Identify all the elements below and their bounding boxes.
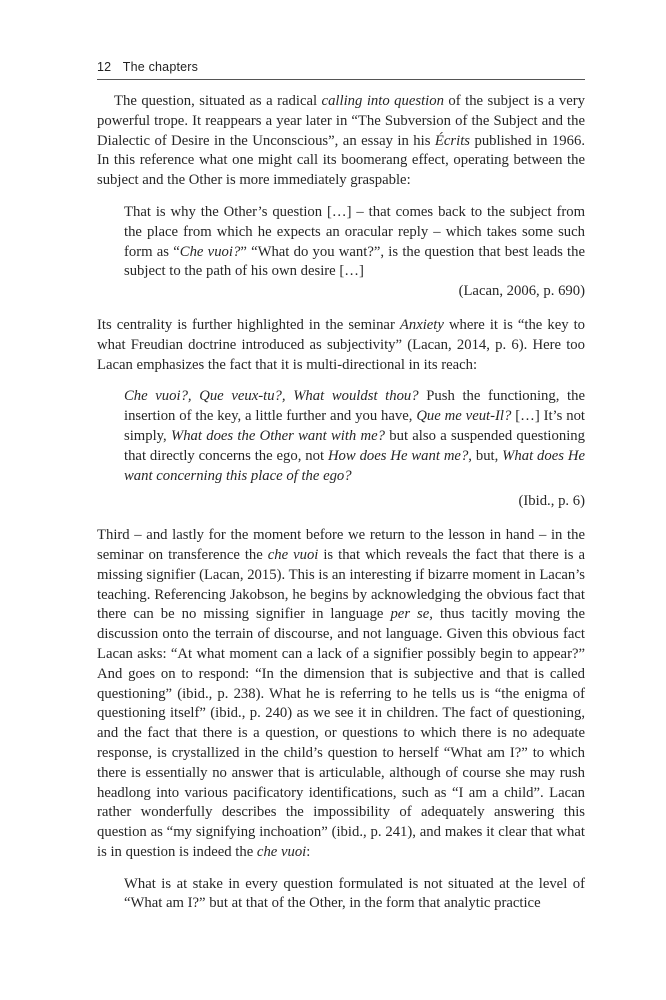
text-run: , but, (468, 447, 503, 464)
text-run: is that which reveals the fact that there is a missing signifier (Lacan, 2015). This is an interesting if bizarre moment in Lacan’s teaching. Referencing Jakobson, he begins by acknowledging the obvious fact that there can be no missing signifier in language (97, 546, 585, 623)
running-header (97, 60, 585, 74)
paragraph (97, 92, 585, 191)
text-run: That is why the Other’s question […] – that comes back to the subject from the place from which he expects an oracular reply – which takes some such form as “ (124, 203, 585, 260)
italic-text: per se (390, 606, 430, 623)
text-run: published in 1966. In this reference what one might call its boomerang effect, operating between the subject and the Other is more immediately graspable: (97, 132, 586, 189)
text-run: of the subject is a very powerful trope. It reappears a year later in “The Subversion of the Subject and the Dialectic of Desire in the Unconscious”, an essay in his (97, 93, 585, 149)
block-quote (124, 875, 585, 915)
italic-text: What does He want concerning this place of the ego? (124, 447, 585, 484)
text-run: Push the functioning, the insertion of the key, a little further and you have, (124, 388, 585, 425)
body-text (97, 92, 585, 914)
text-run: , thus tacitly moving the discussion onto the terrain of discourse, and not language. Given this obvious fact Lacan asks: “At what moment can a lack of a signifier possibly begin to appear?” And goes on to respond: “In the dimension that is subjective and that is called questioning” (ibid., p. 238). What he is referring to he tells us is “the enigma of questioning itself” (ibid., p. 240) as we see it in children. The fact of questioning, and the fact that there is a question, or questions to which there is no adequate response, is crystallized in the child’s question to herself “What am I?” to which there is essentially no answer that is articulable, although of course she may rush headlong into various pacificatory identifications, such as “I am a child”. Lacan rather wonderfully describes the impossibility of adequately answering this question as “my signifying inchoation” (ibid., p. 241), and makes it clear that what is in question is indeed the (97, 606, 585, 860)
text-run: Its centrality is further highlighted in the seminar (97, 316, 400, 333)
quote-citation: (Lacan, 2006, p. 690) (458, 283, 585, 300)
text-run: Third – and lastly for the moment before we return to the lesson in hand – in the seminar on transference the (97, 527, 585, 563)
quote-citation: (Ibid., p. 6) (518, 493, 585, 510)
italic-text: How does He want me? (327, 447, 469, 464)
block-quote (124, 203, 585, 282)
italic-text: Écrits (434, 132, 471, 149)
text-run: but also a suspended questioning that directly concerns the ego, not (124, 427, 585, 464)
paragraph (97, 526, 585, 863)
text-run: The question, situated as a radical (114, 93, 322, 109)
text-run: ” “What do you want?”, is the question that best leads the subject to the path of his own desire […] (124, 243, 586, 280)
block-quote (124, 387, 585, 486)
text-run: : (306, 843, 311, 860)
italic-text: calling into question (321, 93, 444, 109)
italic-text: Che vuoi? (179, 243, 241, 260)
text-run: What is at stake in every question formulated is not situated at the level of “What am I?” but at that of the Other, in the form that analytic practice (124, 875, 585, 912)
text-run: […] It’s not simply, (124, 408, 585, 444)
paragraph (97, 316, 585, 375)
italic-text: Que me veut-Il? (416, 408, 512, 425)
italic-text: Anxiety (399, 316, 444, 333)
italic-text: che vuoi (256, 843, 307, 860)
italic-text: What does the Other want with me? (170, 427, 385, 444)
section-title: The chapters (122, 60, 199, 74)
italic-text: Che vuoi?, Que veux-tu?, What wouldst thou? (124, 388, 419, 405)
italic-text: che vuoi (267, 546, 319, 563)
text-run: where it is “the key to what Freudian doctrine introduced as subjectivity” (Lacan, 2014, p. 6). Here too Lacan emphasizes the fact that it is multi-directional in its reach: (97, 316, 585, 373)
header-rule (97, 79, 585, 80)
page-number: 12 (97, 60, 112, 74)
